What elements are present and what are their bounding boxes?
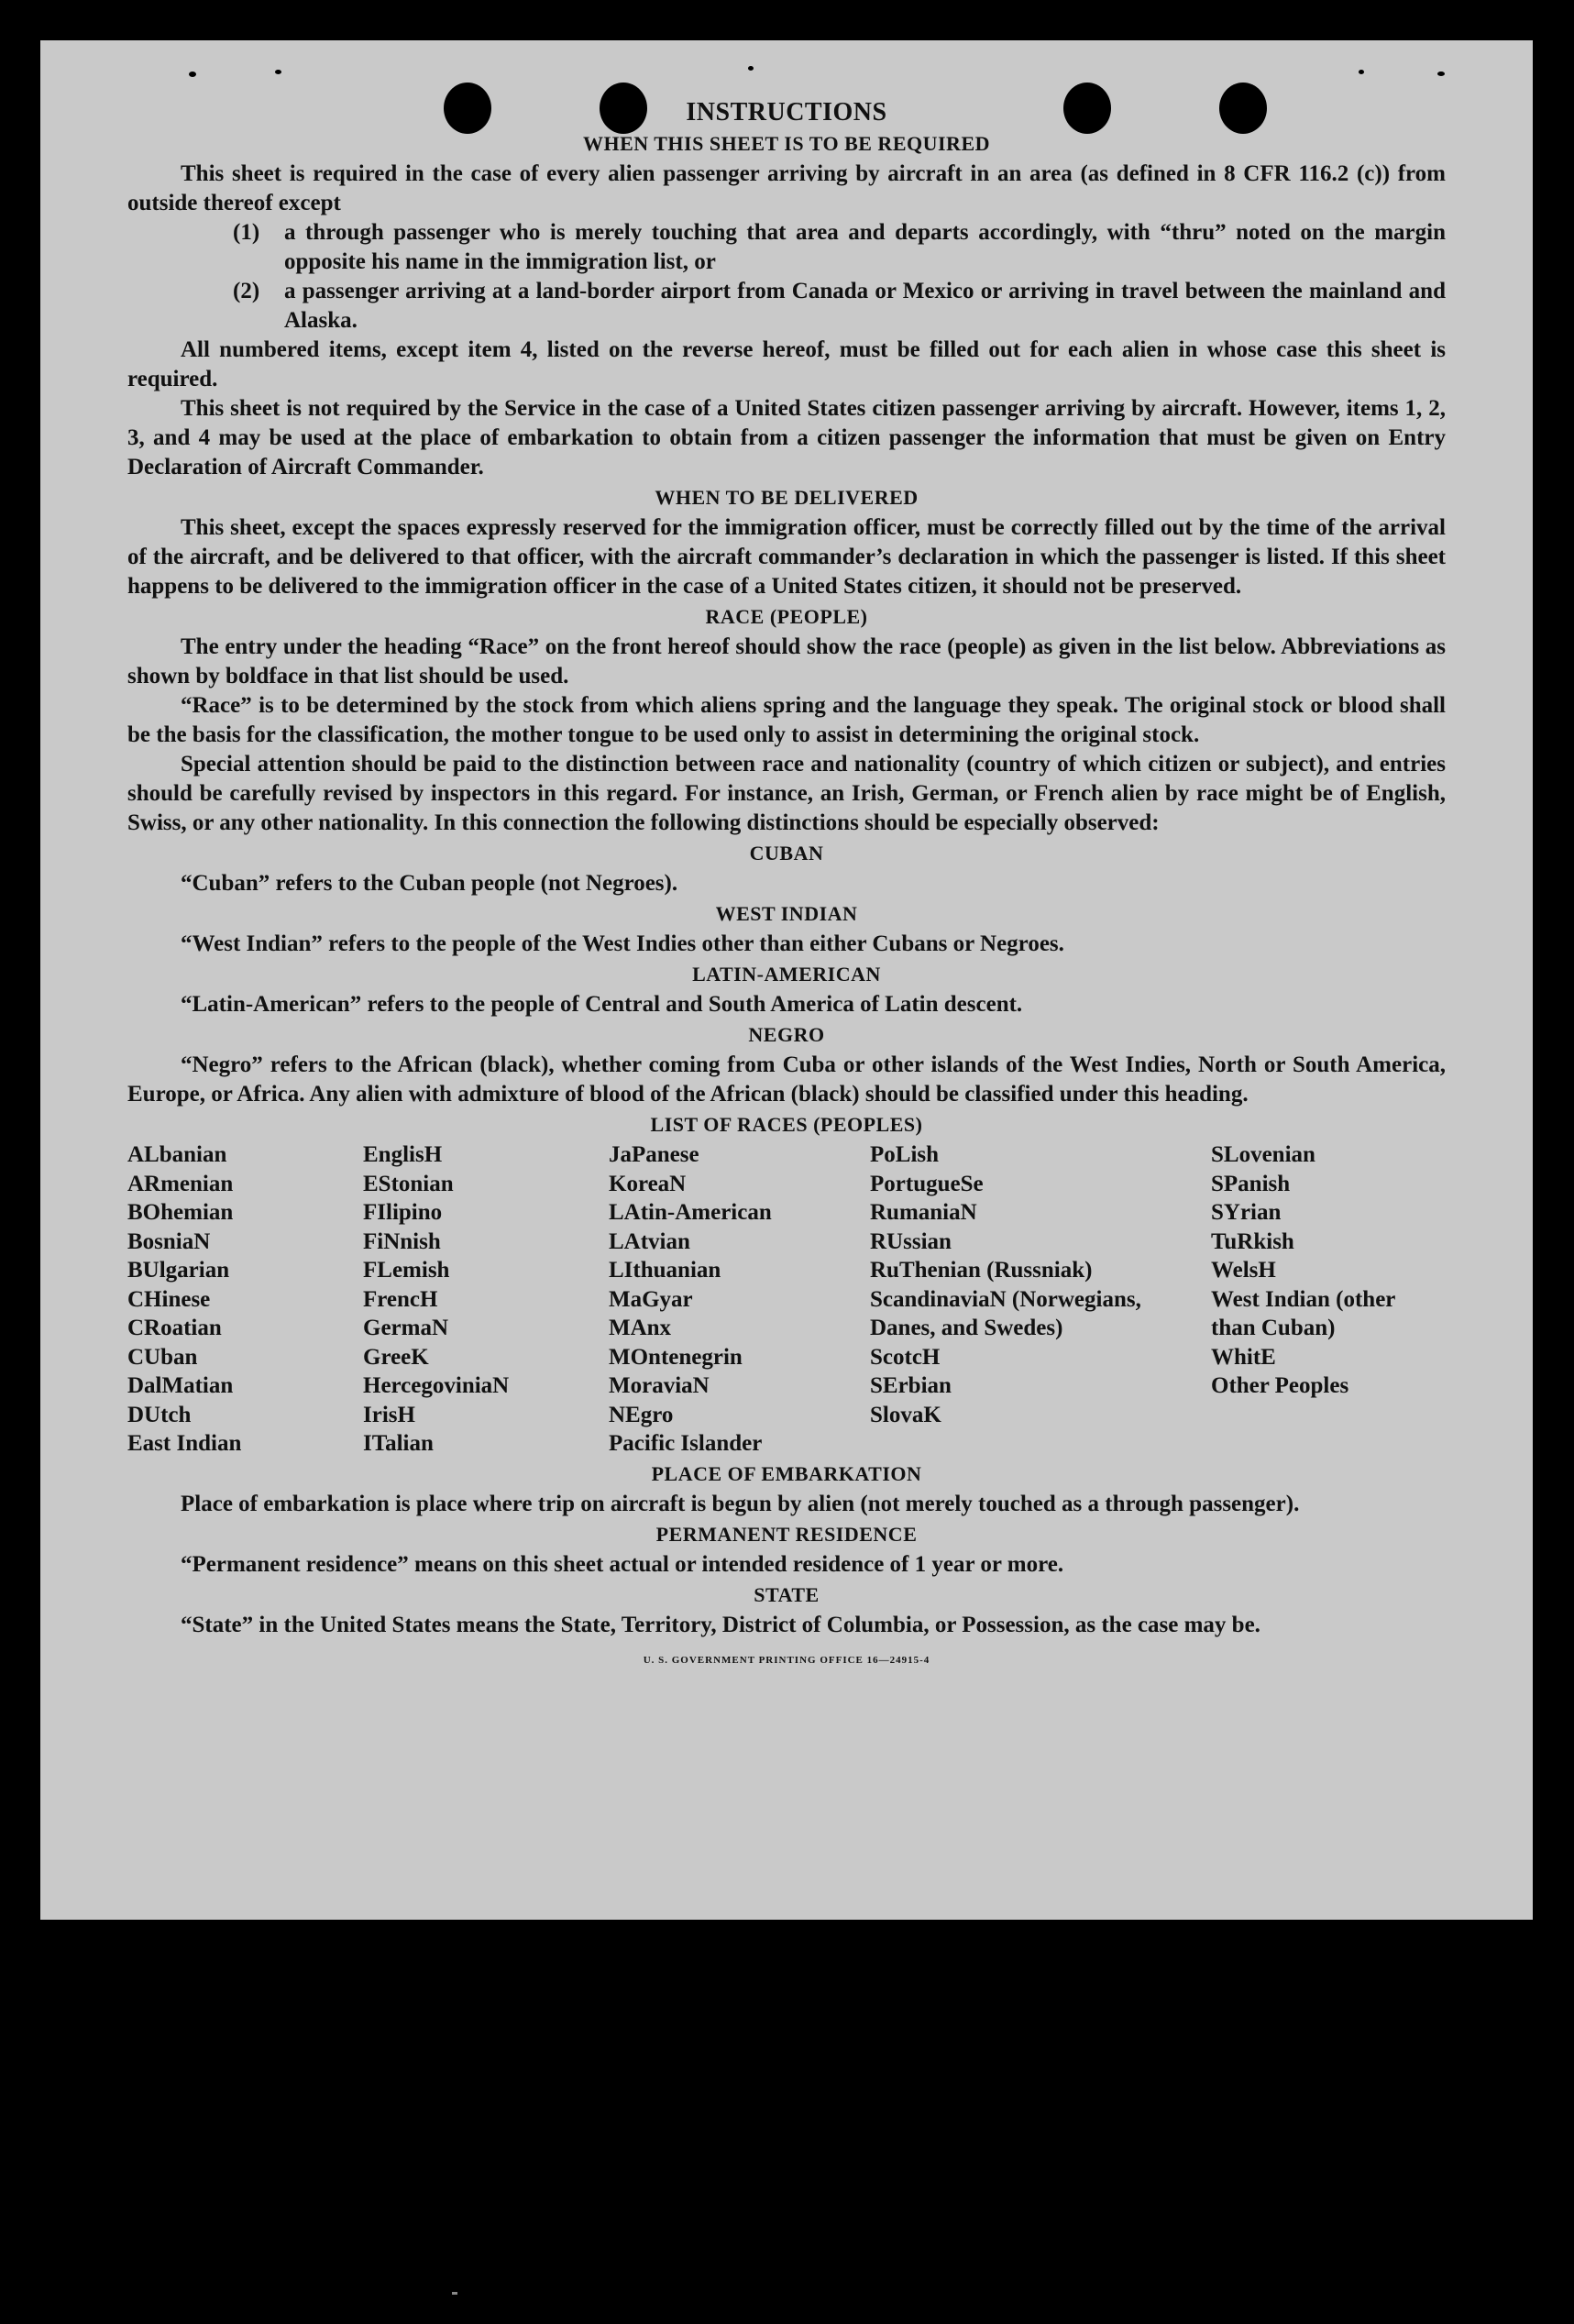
race-entry: BosniaN (127, 1228, 211, 1254)
race-entry: PoLish (870, 1142, 940, 1167)
item-text: a through passenger who is merely touching that area and departs accordingly, with “thru” noted on the margin opposite his name in the immigration list, or (284, 220, 1446, 274)
race-entry: SPanish (1211, 1171, 1291, 1196)
heading-state: STATE (754, 1582, 820, 1606)
print-speck (189, 72, 196, 77)
document-page (40, 40, 1533, 1920)
race-entry: West Indian (other than Cuban) (1211, 1286, 1395, 1340)
item-number: (2) (233, 279, 260, 303)
race-entry: FiNnish (363, 1228, 441, 1254)
paragraph: “Race” is to be determined by the stock from which aliens spring and the language they speak. The original stock or blood shall be the basis for the classification, the mother tongue to be used only to assist in determining the original stock. (127, 693, 1446, 747)
race-column (127, 1140, 363, 1459)
heading-list-of-races: LIST OF RACES (PEOPLES) (650, 1113, 923, 1136)
heading-when-delivered: WHEN TO BE DELIVERED (655, 486, 919, 509)
heading-cuban: CUBAN (749, 842, 824, 865)
page-title: INSTRUCTIONS (686, 98, 887, 127)
race-entry: JaPanese (609, 1142, 699, 1167)
race-entry: EStonian (363, 1171, 454, 1196)
heading-when-required: WHEN THIS SHEET IS TO BE REQUIRED (582, 132, 991, 155)
race-entry: EnglisH (363, 1142, 443, 1167)
paragraph: “West Indian” refers to the people of the West Indies other than either Cubans or Negroes. (181, 931, 1064, 956)
print-speck (275, 70, 281, 74)
race-entry: BOhemian (127, 1200, 234, 1225)
race-entry: GreeK (363, 1344, 429, 1370)
heading-race: RACE (PEOPLE) (705, 605, 868, 628)
race-entry: WelsH (1211, 1258, 1276, 1283)
item-number: (1) (233, 220, 260, 245)
race-entry: BUlgarian (127, 1258, 230, 1283)
race-entry: ITalian (363, 1431, 434, 1456)
race-entry: GermaN (363, 1316, 449, 1340)
paragraph: “Negro” refers to the African (black), whether coming from Cuba or other islands of the West Indies, North or South America, Europe, or Africa. Any alien with admixture of blood of the African (black) should be classified under this heading. (127, 1052, 1446, 1107)
race-entry: ScandinaviaN (Norwegians, Danes, and Swedes) (870, 1286, 1141, 1340)
race-entry: MoraviaN (609, 1373, 710, 1398)
paragraph: This sheet is not required by the Service in the case of a United States citizen passenger arriving by aircraft. However, items 1, 2, 3, and 4 may be used at the place of embarkation to obtain from a citizen passenger the information that must be given on Entry Declaration of Aircraft Commander. (127, 396, 1446, 479)
heading-negro: NEGRO (748, 1023, 825, 1046)
race-entry: SLovenian (1211, 1142, 1315, 1167)
race-entry: Pacific Islander (609, 1431, 763, 1456)
paragraph: Special attention should be paid to the distinction between race and nationality (country of which citizen or subject), and entries should be carefully revised by inspectors in this regard. For instance, an Irish, German, or French alien by race might be of English, Swiss, or any other nationality. In this connection the following distinctions should be especially observed: (127, 752, 1446, 835)
race-list (127, 1140, 1446, 1459)
paragraph: This sheet is required in the case of every alien passenger arriving by aircraft in an area (as defined in 8 CFR 116.2 (c)) from outside thereof except (127, 161, 1446, 215)
race-entry: DalMatian (127, 1373, 234, 1398)
race-column (870, 1140, 1211, 1459)
print-speck (1359, 70, 1364, 74)
heading-place-of-embarkation: PLACE OF EMBARKATION (651, 1461, 922, 1485)
race-column (1211, 1140, 1436, 1459)
race-entry: SYrian (1211, 1200, 1282, 1225)
race-entry: FLemish (363, 1258, 450, 1283)
paragraph: “Cuban” refers to the Cuban people (not Negroes). (181, 871, 678, 896)
race-entry: PortugueSe (870, 1171, 984, 1196)
heading-west-indian: WEST INDIAN (715, 902, 858, 925)
race-entry: MAnx (609, 1316, 672, 1340)
race-entry: CUban (127, 1344, 198, 1370)
race-entry: East Indian (127, 1431, 242, 1456)
paragraph: Place of embarkation is place where trip on aircraft is begun by alien (not merely touched as a through passenger). (181, 1491, 1300, 1516)
race-column (363, 1140, 609, 1459)
paragraph: This sheet, except the spaces expressly reserved for the immigration officer, must be correctly filled out by the time of the arrival of the aircraft, and be delivered to that officer, with the aircraft commander’s declaration in which the passenger is listed. If this sheet happens to be delivered to the immigration officer in the case of a United States citizen, it should not be preserved. (127, 515, 1446, 599)
race-entry: KoreaN (609, 1171, 687, 1196)
heading-permanent-residence: PERMANENT RESIDENCE (655, 1522, 918, 1546)
race-entry: RumaniaN (870, 1200, 977, 1225)
race-entry: SlovaK (870, 1402, 941, 1427)
race-entry: FIlipino (363, 1200, 443, 1225)
race-entry: MOntenegrin (609, 1344, 743, 1370)
heading-latin-american: LATIN-AMERICAN (692, 963, 881, 986)
race-entry: HercegoviniaN (363, 1373, 510, 1398)
race-entry: ALbanian (127, 1142, 227, 1167)
print-speck (1437, 72, 1445, 76)
item-text: a passenger arriving at a land-border airport from Canada or Mexico or arriving in travel between the mainland and Alaska. (284, 279, 1446, 333)
exception-item (233, 218, 1446, 277)
race-entry: FrencH (363, 1286, 438, 1312)
paragraph: “State” in the United States means the State, Territory, District of Columbia, or Possession, as the case may be. (181, 1612, 1260, 1637)
race-entry: CRoatian (127, 1316, 222, 1340)
paragraph: “Latin-American” refers to the people of Central and South America of Latin descent. (181, 992, 1023, 1017)
race-entry: NEgro (609, 1402, 674, 1427)
scan-artifact (452, 2292, 457, 2295)
race-entry: ARmenian (127, 1171, 234, 1196)
instructions-text (127, 97, 1446, 1675)
race-entry: SErbian (870, 1373, 952, 1398)
race-entry: LAtin-American (609, 1200, 772, 1225)
race-entry: CHinese (127, 1286, 211, 1312)
print-speck (748, 66, 754, 71)
paragraph: All numbered items, except item 4, listed on the reverse hereof, must be filled out for each alien in whose case this sheet is required. (127, 337, 1446, 391)
paragraph: “Permanent residence” means on this sheet actual or intended residence of 1 year or more. (181, 1551, 1064, 1577)
race-entry: LAtvian (609, 1228, 690, 1254)
race-entry: RUssian (870, 1228, 952, 1254)
race-entry: LIthuanian (609, 1258, 721, 1283)
race-entry: ScotcH (870, 1344, 941, 1370)
race-entry: Other Peoples (1211, 1373, 1349, 1398)
race-entry: DUtch (127, 1402, 192, 1427)
exception-item (233, 277, 1446, 336)
race-entry: IrisH (363, 1402, 415, 1427)
race-entry: RuThenian (Russniak) (870, 1258, 1093, 1283)
race-entry: TuRkish (1211, 1228, 1294, 1254)
race-entry: MaGyar (609, 1286, 693, 1312)
paragraph: The entry under the heading “Race” on the front hereof should show the race (people) as given in the list below. Abbreviations as shown by boldface in that list should be used. (127, 634, 1446, 688)
race-entry: WhitE (1211, 1344, 1276, 1370)
printer-imprint: U. S. GOVERNMENT PRINTING OFFICE 16—24915-4 (643, 1654, 930, 1666)
race-column (609, 1140, 870, 1459)
